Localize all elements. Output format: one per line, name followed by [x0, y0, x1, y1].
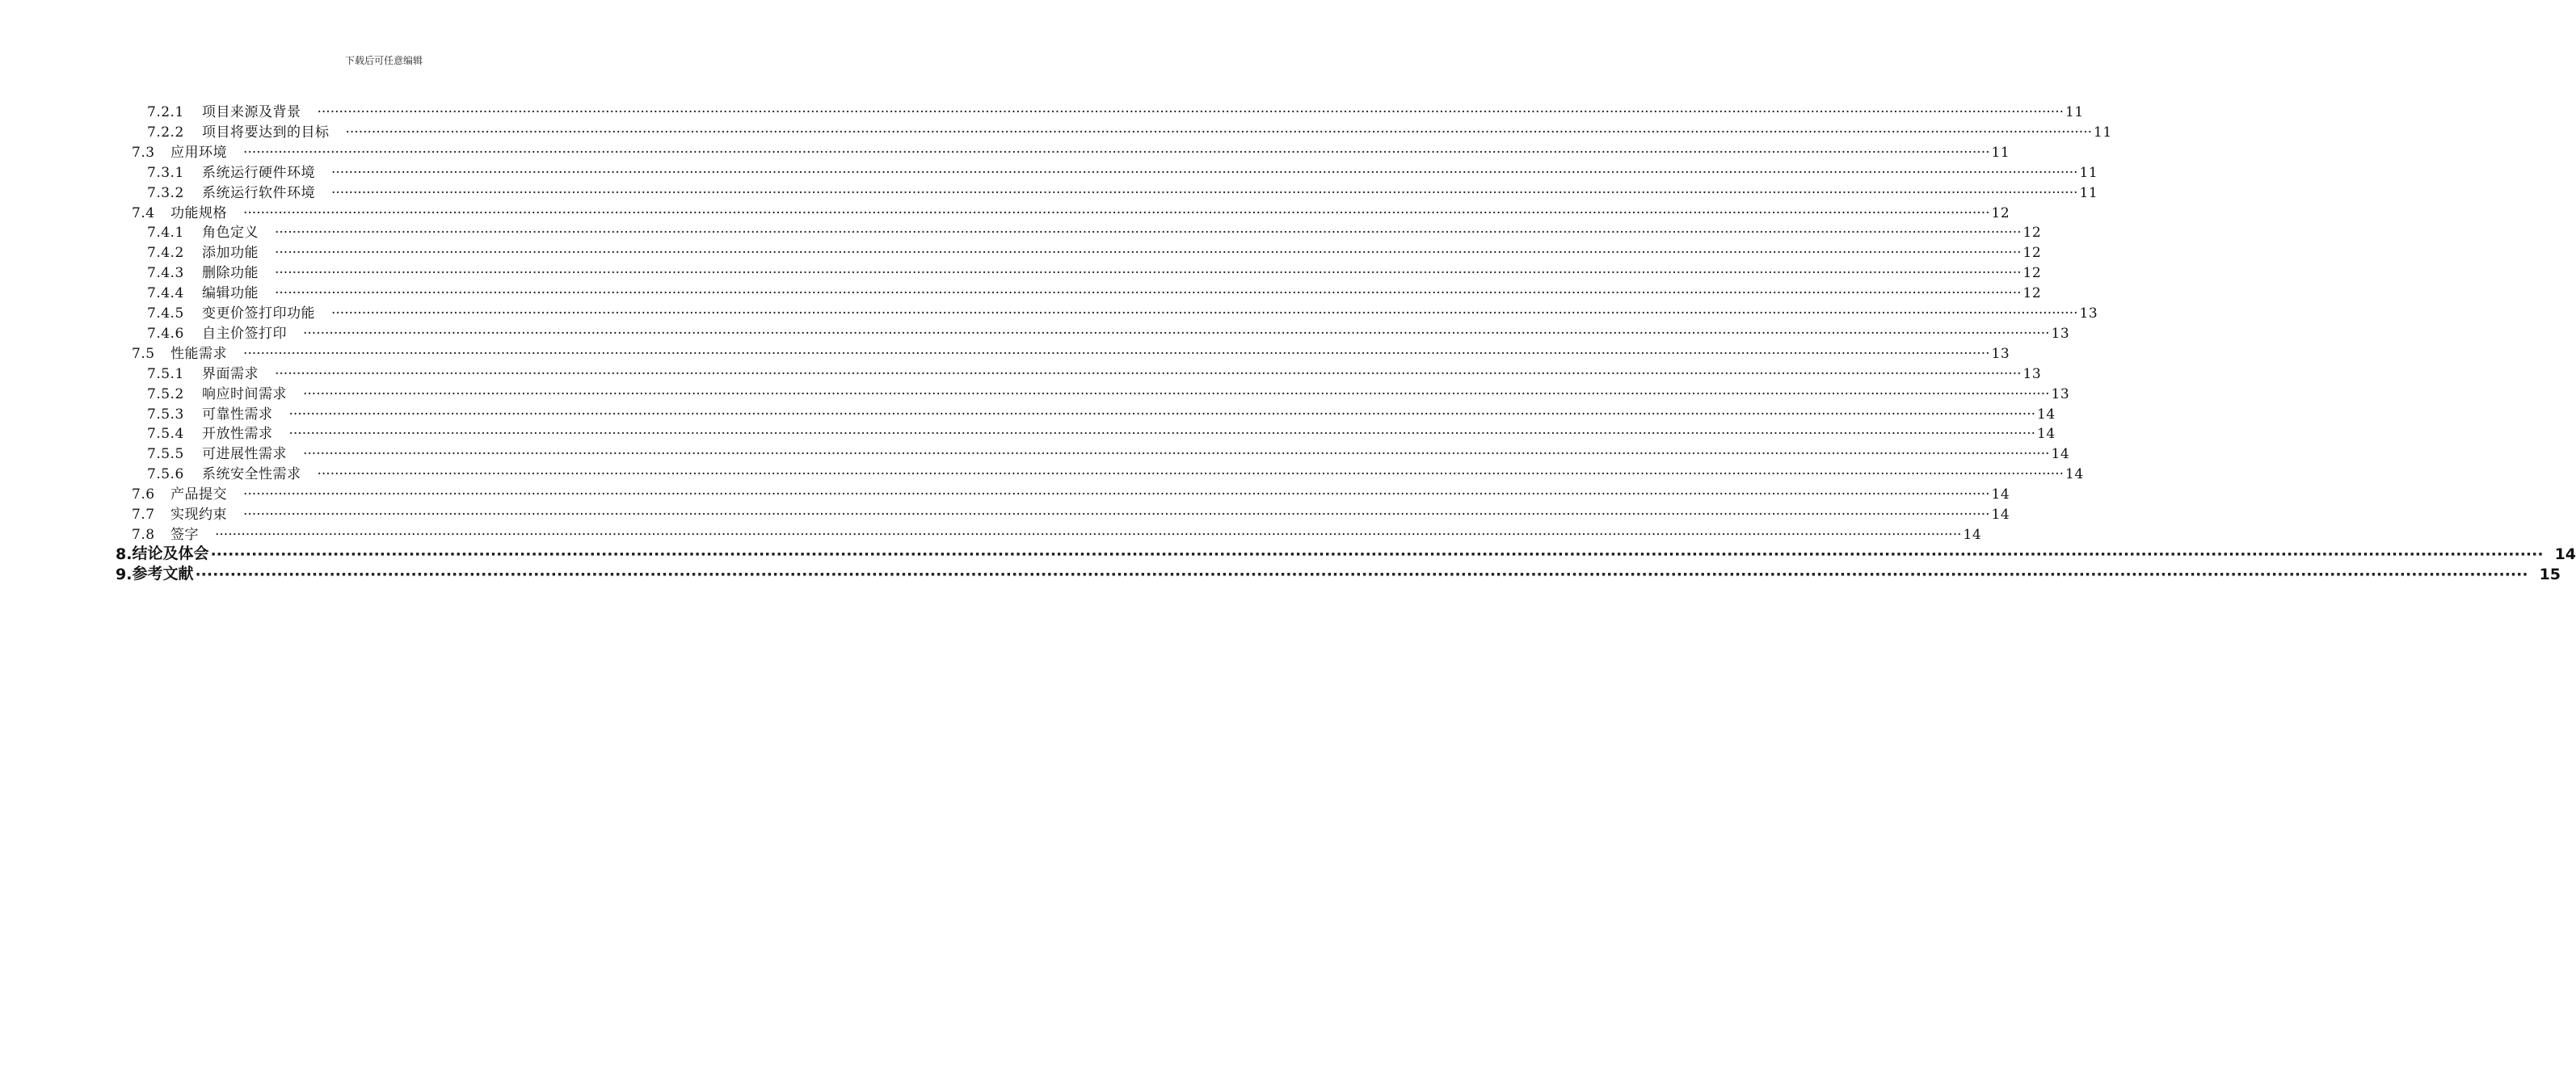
toc-entry-page: 14 [1991, 486, 2010, 503]
toc-entry-page: 11 [2065, 104, 2084, 120]
toc-entry-number: 7.5.2 [147, 385, 184, 402]
toc-dot-leader: ················································································································································································································································································································································································································ [275, 265, 2022, 282]
toc-dot-leader: ················································································································································································································································································································································································································ [195, 565, 2528, 583]
toc-entry-page: 13 [2079, 305, 2098, 322]
toc-entry[interactable] [147, 100, 2084, 120]
toc-entry[interactable] [147, 362, 2042, 382]
toc-dot-leader: ················································································································································································································································································································································································································ [275, 285, 2022, 302]
toc-entry-title: 响应时间需求 [202, 385, 287, 402]
toc-entry-number: 7.5.5 [147, 446, 184, 463]
toc-entry-title: 结论及体会 [132, 544, 209, 562]
toc-entry[interactable] [147, 442, 2070, 463]
toc-dot-leader: ················································································································································································································································································································································································································ [303, 325, 2050, 342]
toc-dot-leader: ················································································································································································································································································································································································································ [303, 446, 2050, 463]
toc-entry-title: 可进展性需求 [202, 446, 287, 463]
toc-entry-number: 7.7 [132, 507, 155, 523]
toc-entry-title: 应用环境 [170, 144, 227, 161]
toc-entry-page: 14 [2554, 545, 2576, 563]
toc-entry-title: 添加功能 [202, 245, 259, 262]
toc-entry-page: 11 [2079, 164, 2098, 181]
toc-entry-page: 11 [2079, 184, 2098, 201]
toc-entry[interactable] [116, 563, 2561, 583]
toc-entry[interactable] [147, 422, 2056, 443]
toc-dot-leader: ················································································································································································································································································································································································································ [243, 486, 1990, 503]
toc-entry-title: 系统安全性需求 [202, 466, 301, 483]
toc-entry[interactable] [116, 543, 2576, 563]
toc-entry-title: 功能规格 [170, 204, 227, 221]
toc-entry-number: 7.4.3 [147, 265, 184, 282]
toc-entry-page: 13 [2022, 365, 2042, 382]
toc-dot-leader: ················································································································································································································································································································································································································ [288, 406, 2036, 423]
toc-entry-title: 系统运行硬件环境 [202, 164, 315, 181]
toc-entry-page: 14 [2037, 406, 2056, 423]
toc-dot-leader: ················································································································································································································································································································································································································ [317, 466, 2065, 483]
toc-entry-title: 性能需求 [170, 345, 227, 362]
toc-entry-title: 项目来源及背景 [202, 104, 301, 120]
toc-entry-title: 角色定义 [202, 225, 259, 242]
toc-entry-number: 7.6 [132, 486, 155, 503]
toc-entry[interactable] [132, 141, 2010, 161]
toc-entry-title: 界面需求 [202, 365, 259, 382]
toc-entry-number: 9. [116, 565, 133, 583]
toc-entry-number: 7.5.3 [147, 406, 184, 423]
toc-entry-number: 7.4.5 [147, 305, 184, 322]
toc-entry-title: 实现约束 [170, 507, 227, 523]
toc-entry-page: 12 [1991, 204, 2010, 221]
toc-entry[interactable] [147, 120, 2112, 141]
toc-entry-page: 14 [2065, 466, 2084, 483]
toc-dot-leader: ················································································································································································································································································································································································································ [243, 345, 1990, 362]
toc-entry[interactable] [147, 241, 2042, 262]
toc-dot-leader: ················································································································································································································································································································································································································ [303, 385, 2050, 402]
toc-entry[interactable] [147, 301, 2098, 322]
toc-entry-page: 13 [2051, 325, 2070, 342]
page-header: 下载后可任意编辑 [344, 55, 423, 66]
toc-entry-title: 自主价签打印 [202, 325, 287, 342]
toc-entry-page: 12 [2022, 265, 2042, 282]
toc-entry-page: 13 [1991, 345, 2010, 362]
toc-dot-leader: ················································································································································································································································································································································································································ [288, 426, 2036, 443]
toc-entry-page: 11 [2094, 124, 2112, 141]
toc-entry-number: 7.3.1 [147, 164, 184, 181]
toc-entry-page: 11 [1991, 144, 2010, 161]
toc-entry-number: 7.8 [132, 526, 155, 543]
toc-entry[interactable] [147, 462, 2084, 483]
toc-entry-title: 开放性需求 [202, 426, 273, 443]
toc-entry-number: 7.4.2 [147, 245, 184, 262]
toc-entry[interactable] [132, 523, 1982, 543]
toc-entry[interactable] [147, 181, 2098, 201]
toc-entry[interactable] [147, 402, 2056, 423]
toc-dot-leader: ················································································································································································································································································································································································································ [275, 245, 2022, 262]
toc-entry[interactable] [147, 261, 2042, 282]
toc-entry-page: 12 [2022, 225, 2042, 242]
toc-entry[interactable] [132, 201, 2010, 221]
toc-entry-number: 7.2.1 [147, 104, 184, 120]
toc-entry[interactable] [147, 221, 2042, 242]
toc-entry[interactable] [147, 281, 2042, 302]
toc-dot-leader: ················································································································································································································································································································································································································ [317, 104, 2065, 120]
toc-dot-leader: ················································································································································································································································································································································································································ [243, 204, 1990, 221]
toc-entry-page: 12 [2022, 245, 2042, 262]
toc-dot-leader: ················································································································································································································································································································································································································ [215, 526, 1962, 543]
toc-entry-page: 15 [2539, 565, 2561, 583]
toc-entry-number: 7.4.4 [147, 285, 184, 302]
toc-entry[interactable] [132, 482, 2010, 503]
toc-entry-title: 签字 [170, 526, 199, 543]
toc-entry-number: 7.3.2 [147, 184, 184, 201]
toc-entry-number: 7.5.6 [147, 466, 184, 483]
toc-entry-title: 可靠性需求 [202, 406, 273, 423]
toc-entry-title: 删除功能 [202, 265, 259, 282]
toc-entry-title: 参考文献 [132, 564, 194, 583]
toc-dot-leader: ················································································································································································································································································································································································································ [331, 184, 2078, 201]
toc-entry[interactable] [147, 161, 2098, 181]
toc-entry-title: 编辑功能 [202, 285, 259, 302]
toc-entry-page: 12 [2022, 285, 2042, 302]
toc-entry-number: 7.5.4 [147, 426, 184, 443]
toc-dot-leader: ················································································································································································································································································································································································································ [345, 124, 2093, 141]
toc-dot-leader: ················································································································································································································································································································································································································ [243, 144, 1990, 161]
toc-entry-number: 7.4.1 [147, 225, 184, 242]
toc-entry[interactable] [132, 342, 2010, 362]
toc-entry-title: 产品提交 [170, 486, 227, 503]
toc-entry-number: 8. [116, 545, 133, 563]
toc-entry-title: 变更价签打印功能 [202, 305, 315, 322]
toc-entry-title: 项目将要达到的目标 [202, 124, 330, 141]
toc-entry-number: 7.2.2 [147, 124, 184, 141]
toc-dot-leader: ················································································································································································································································································································································································································ [331, 164, 2078, 181]
toc-entry[interactable] [147, 322, 2070, 342]
toc-entry-page: 14 [2051, 446, 2070, 463]
toc-entry-page: 14 [1991, 507, 2010, 523]
toc-entry-page: 14 [1963, 526, 1982, 543]
toc-dot-leader: ················································································································································································································································································································································································································ [275, 225, 2022, 242]
toc-entry-number: 7.3 [132, 144, 155, 161]
toc-entry-number: 7.5 [132, 345, 155, 362]
toc-entry-number: 7.5.1 [147, 365, 184, 382]
toc-entry-number: 7.4.6 [147, 325, 184, 342]
toc-entry[interactable] [132, 503, 2010, 523]
toc-entry[interactable] [147, 382, 2070, 402]
toc-dot-leader: ················································································································································································································································································································································································································ [331, 305, 2078, 322]
toc-dot-leader: ················································································································································································································································································································································································································ [275, 365, 2022, 382]
toc-dot-leader: ················································································································································································································································································································································································································ [243, 507, 1990, 523]
toc-entry-page: 13 [2051, 385, 2070, 402]
toc-entry-number: 7.4 [132, 204, 155, 221]
toc-entry-title: 系统运行软件环境 [202, 184, 315, 201]
toc-entry-page: 14 [2037, 426, 2056, 443]
toc-dot-leader: ················································································································································································································································································································································································································ [210, 545, 2544, 563]
